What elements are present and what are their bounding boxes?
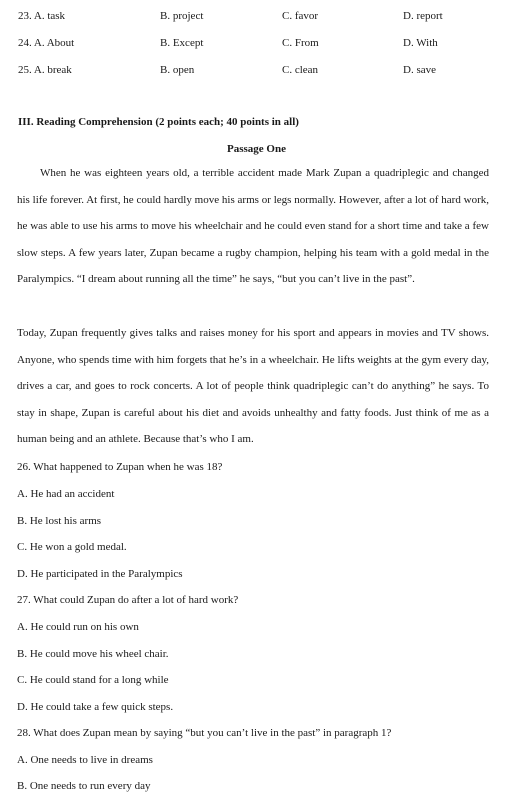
passage-title: Passage One [227, 143, 286, 155]
option-d: D. With [403, 37, 438, 49]
option-a: 23. A. task [18, 10, 66, 22]
question-27-option-b: B. He could move his wheel chair. [17, 648, 169, 660]
option-d: D. save [403, 64, 436, 76]
mcq-row-25 [18, 64, 508, 78]
option-c: C. clean [282, 64, 319, 76]
question-28: 28. What does Zupan mean by saying “but you can’t live in the past” in paragraph 1? [17, 727, 392, 739]
option-d: D. report [403, 10, 443, 22]
question-27: 27. What could Zupan do after a lot of hard work? [17, 594, 239, 606]
option-a: 24. A. About [18, 37, 75, 49]
question-28-option-b: B. One needs to run every day [17, 780, 151, 792]
question-26-option-b: B. He lost his arms [17, 515, 102, 527]
passage-paragraph-1: When he was eighteen years old, a terrible accident made Mark Zupan a quadriplegic and changed his life forever. At first, he could hardly move his arms or legs normally. However, after a lot of hard work, he was able to use his arms to move his wheelchair and he could even stand for a short time and take a few slow steps. A few years later, Zupan became a rugby champion, helping his team with a gold medal in the Paralympics. “I dream about running all the time” he says, “but you can’t live in the past”. [17, 167, 489, 286]
option-b: B. project [160, 10, 204, 22]
question-26: 26. What happened to Zupan when he was 18? [17, 461, 223, 473]
question-26-option-d: D. He participated in the Paralympics [17, 568, 183, 580]
question-28-option-a: A. One needs to live in dreams [17, 754, 153, 766]
option-a: 25. A. break [18, 64, 72, 76]
mcq-row-23 [18, 10, 508, 24]
option-c: C. From [282, 37, 319, 49]
question-26-option-a: A. He had an accident [17, 488, 115, 500]
question-27-option-c: C. He could stand for a long while [17, 674, 169, 686]
option-b: B. open [160, 64, 195, 76]
section-heading: III. Reading Comprehension (2 points each; 40 points in all) [18, 116, 299, 128]
option-b: B. Except [160, 37, 204, 49]
question-27-option-a: A. He could run on his own [17, 621, 139, 633]
mcq-row-24 [18, 37, 508, 51]
option-c: C. favor [282, 10, 319, 22]
passage-paragraph-2: Today, Zupan frequently gives talks and raises money for his sport and appears in movies and TV shows. Anyone, who spends time with him forgets that he’s in a wheelchair. He lifts weights at the gym every day, drives a car, and goes to rock concerts. A lot of people think quadriplegic can’t do anything” he says. To stay in shape, Zupan is careful about his diet and avoids unhealthy and fatty foods. Just think of me as a human being and an athlete. Because that’s who I am. [17, 327, 489, 446]
question-27-option-d: D. He could take a few quick steps. [17, 701, 174, 713]
question-26-option-c: C. He won a gold medal. [17, 541, 127, 553]
